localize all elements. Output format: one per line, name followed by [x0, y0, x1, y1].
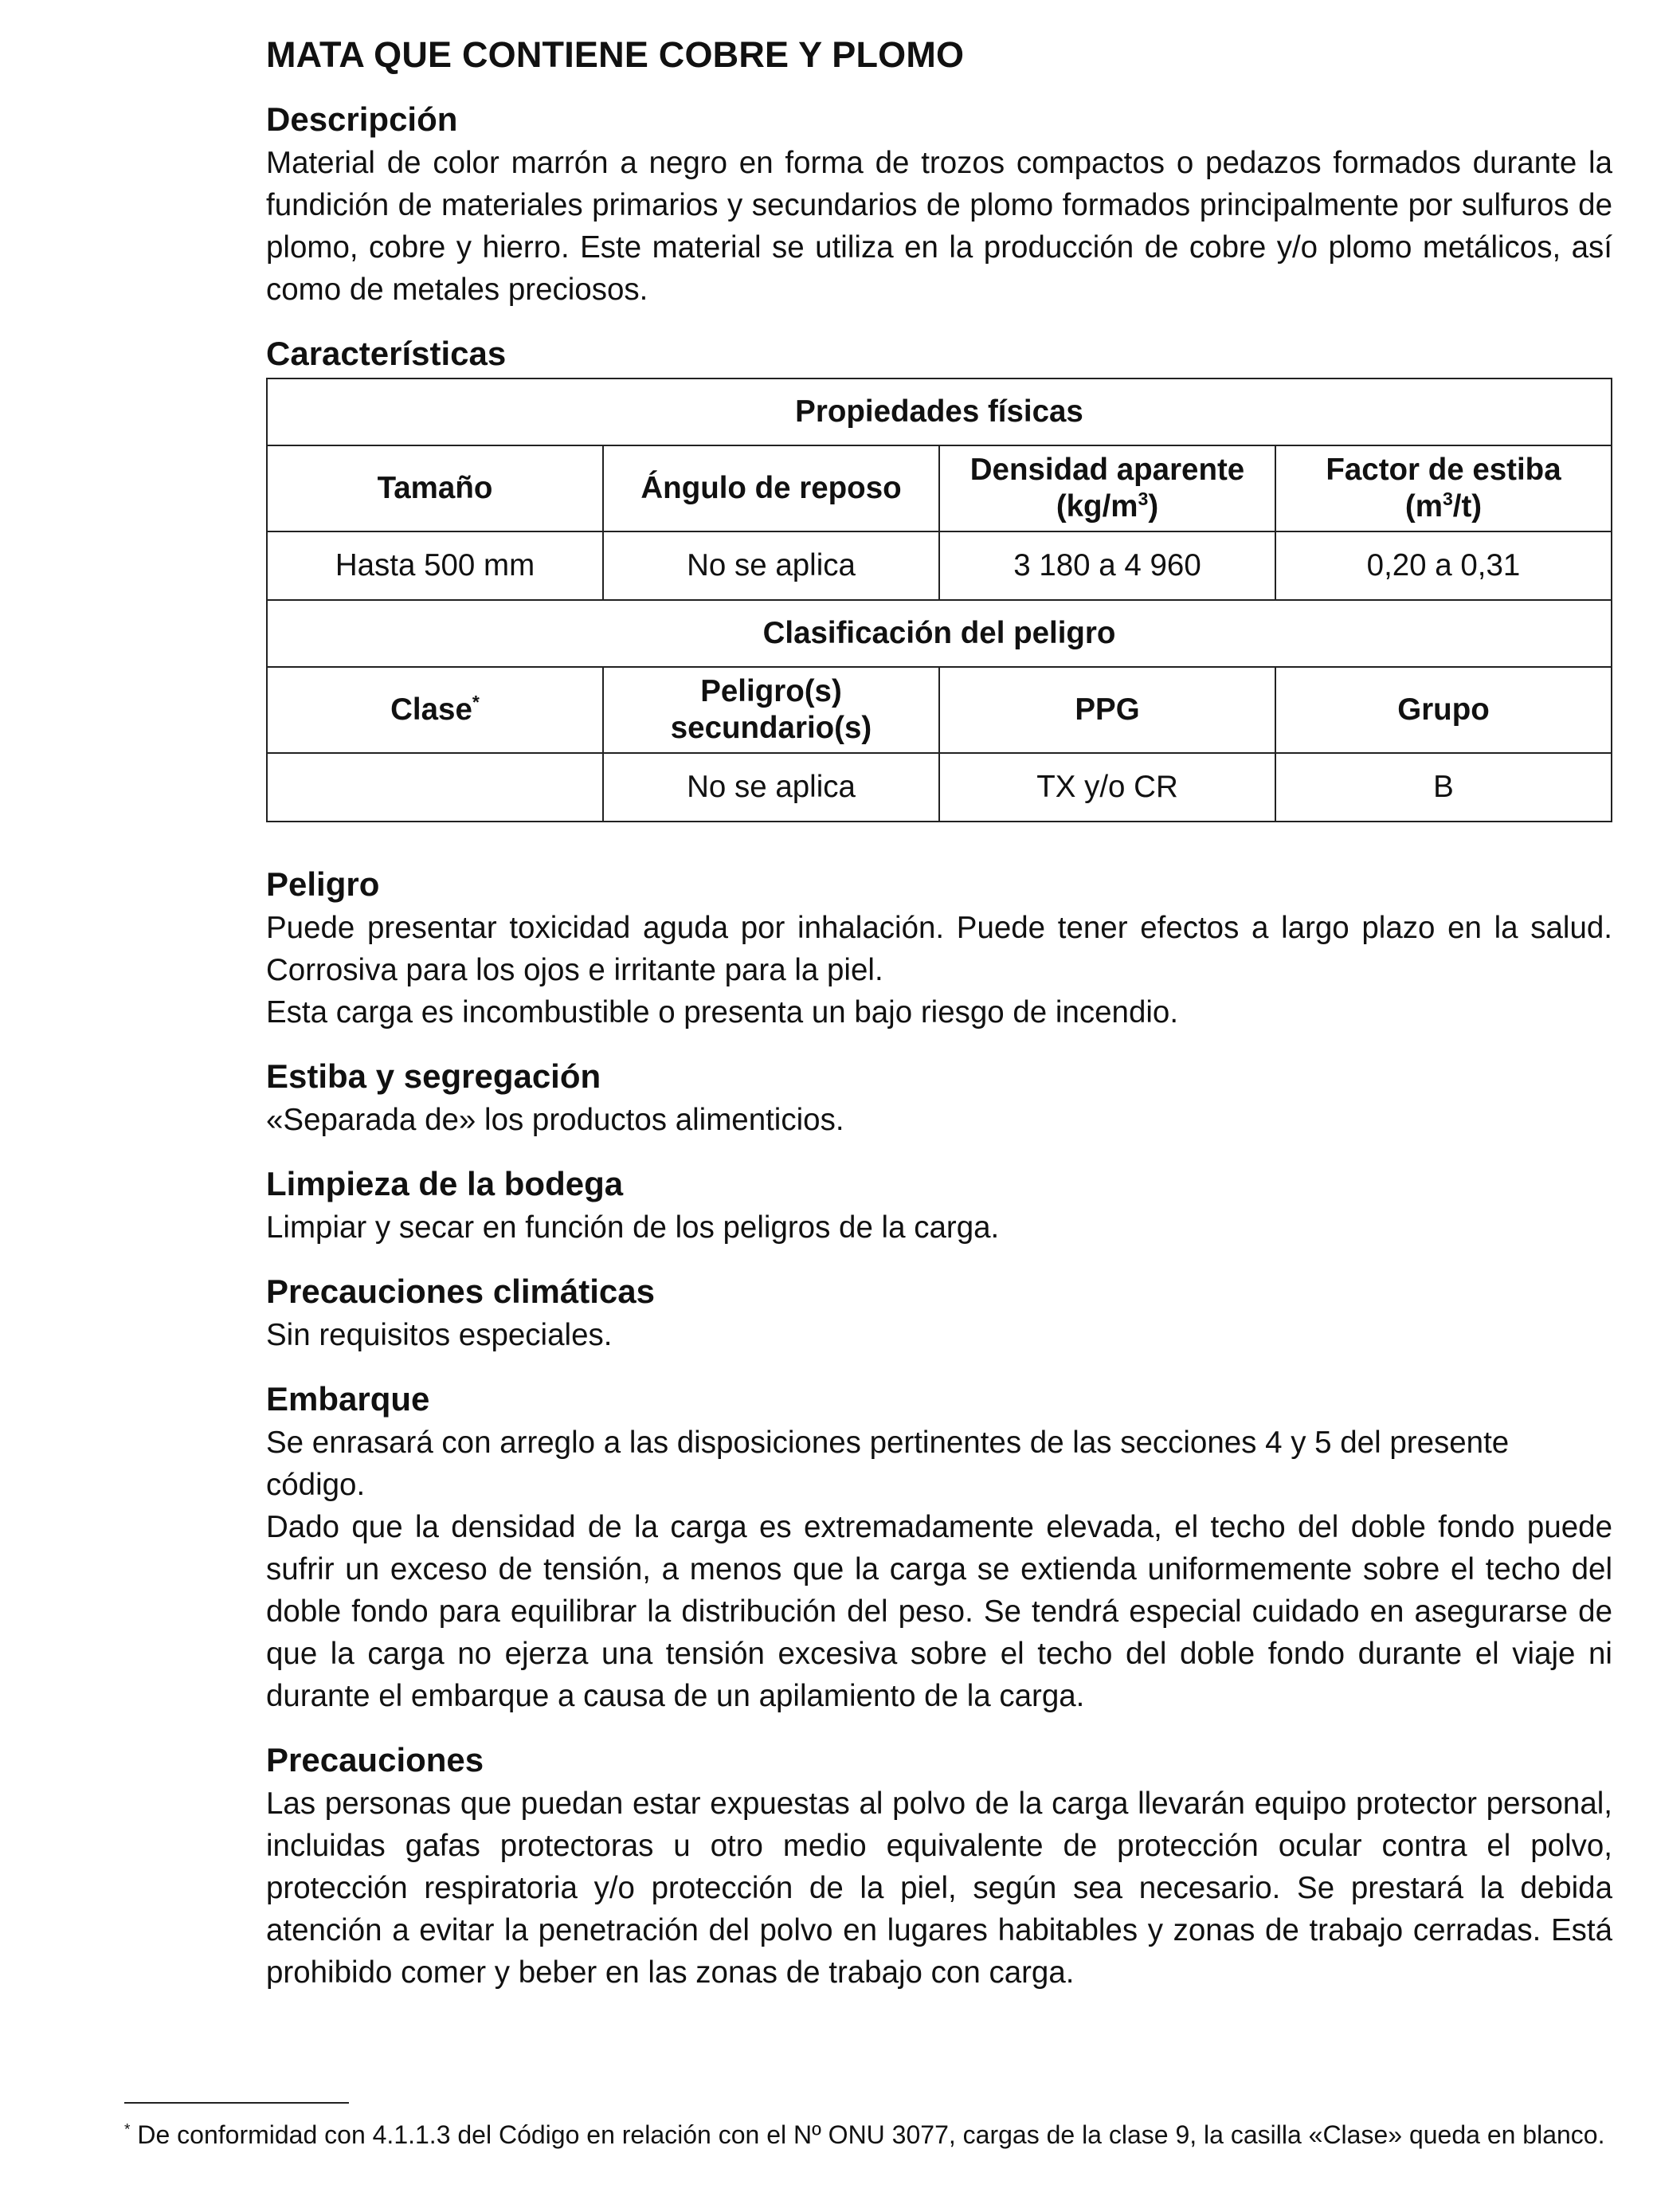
superscript: 3: [1138, 488, 1149, 510]
cell-mhb: TX y/o CR: [939, 753, 1275, 822]
header-line: secundario(s): [670, 711, 872, 745]
section-descripcion: [266, 97, 1612, 311]
section-embarque: [266, 1377, 1612, 1717]
section-estiba: [266, 1054, 1612, 1141]
column-header-bulk-density: [939, 445, 1275, 531]
header-line: Peligro(s): [700, 674, 842, 708]
header-line-end: ): [1148, 489, 1159, 524]
section-heading: Descripción: [266, 100, 458, 138]
characteristics-table: [266, 378, 1612, 822]
section-text: «Separada de» los productos alimenticios.: [266, 1103, 844, 1137]
section-peligro: [266, 862, 1612, 1033]
section-text: Las personas que puedan estar expuestas al polvo de la carga llevarán equipo protector personal, incluidas gafas protectoras u otro medio equivalente de protección ocular contra el polvo, protección respiratoria y/o protección de la piel, según sea necesario. Se prestará la debida atención a evitar la penetración del polvo en lugares habitables y zonas de trabajo cerradas. Está prohibido comer y beber en las zonas de trabajo con carga.: [266, 1786, 1612, 1990]
footnote-mark: *: [472, 692, 480, 713]
header-line: Densidad aparente: [969, 453, 1245, 487]
section-heading: Estiba y segregación: [266, 1057, 601, 1095]
section-heading: Limpieza de la bodega: [266, 1165, 624, 1202]
column-header-class: [267, 667, 603, 753]
footnote-divider: [124, 2102, 349, 2104]
footnote: [124, 2118, 1622, 2151]
section-heading: Embarque: [266, 1380, 430, 1418]
section-text: Esta carga es incombustible o presenta un bajo riesgo de incendio.: [266, 995, 1179, 1030]
section-heading: Precauciones climáticas: [266, 1273, 655, 1310]
section-text: Material de color marrón a negro en forma de trozos compactos o pedazos formados durante la fundición de materiales primarios y secundarios de plomo formados principalmente por sulfuros de plomo, cobre y hierro. Este material se utiliza en la producción de cobre y/o plomo metálicos, así como de metales preciosos.: [266, 146, 1612, 307]
section-precauciones: [266, 1738, 1612, 1994]
page-title: MATA QUE CONTIENE COBRE Y PLOMO: [266, 34, 965, 75]
section-text: Sin requisitos especiales.: [266, 1318, 613, 1352]
header-line: (kg/m: [1056, 489, 1138, 524]
header-line-end: /t): [1452, 489, 1483, 524]
section-heading: Peligro: [266, 865, 380, 903]
cell-bulk-density: 3 180 a 4 960: [939, 531, 1275, 600]
column-header-stowage-factor: [1275, 445, 1612, 531]
superscript: 3: [1442, 488, 1453, 510]
section-heading: Características: [266, 335, 507, 372]
column-header-subsidiary-hazard: [603, 667, 939, 753]
column-header-angle-of-repose: Ángulo de reposo: [603, 445, 939, 531]
cell-angle-of-repose: No se aplica: [603, 531, 939, 600]
cell-class: [267, 753, 603, 822]
column-header-group: Grupo: [1275, 667, 1612, 753]
header-line: Factor de estiba: [1326, 453, 1561, 487]
hazard-classification-caption: Clasificación del peligro: [267, 600, 1612, 667]
section-heading: Precauciones: [266, 1741, 484, 1779]
section-text: Se enrasará con arreglo a las disposiciones pertinentes de las secciones 4 y 5 del presente código.: [266, 1426, 1510, 1502]
cell-size: Hasta 500 mm: [267, 531, 603, 600]
footnote-text: De conformidad con 4.1.1.3 del Código en relación con el Nº ONU 3077, cargas de la clase 9, la casilla «Clase» queda en blanco.: [137, 2120, 1605, 2149]
cell-stowage-factor: 0,20 a 0,31: [1275, 531, 1612, 600]
column-header-mhb: PPG: [939, 667, 1275, 753]
section-text: Limpiar y secar en función de los peligros de la carga.: [266, 1210, 1000, 1245]
document-page: [266, 30, 1612, 2014]
section-text: Puede presentar toxicidad aguda por inhalación. Puede tener efectos a largo plazo en la salud. Corrosiva para los ojos e irritante para la piel.: [266, 911, 1612, 987]
header-line: (m: [1404, 489, 1443, 524]
section-precauciones-climaticas: [266, 1269, 1612, 1356]
cell-group: B: [1275, 753, 1612, 822]
section-text: Dado que la densidad de la carga es extremadamente elevada, el techo del doble fondo puede sufrir un exceso de tensión, a menos que la carga se extienda uniformemente sobre el techo del doble fondo para equilibrar la distribución del peso. Se tendrá especial cuidado en asegurarse de que la carga no ejerza una tensión excesiva sobre el techo del doble fondo durante el viaje ni durante el embarque a causa de un apilamiento de la carga.: [266, 1510, 1612, 1713]
footnote-mark: *: [124, 2121, 131, 2139]
cell-subsidiary-hazard: No se aplica: [603, 753, 939, 822]
section-caracteristicas: [266, 331, 1612, 376]
physical-properties-caption: Propiedades físicas: [267, 378, 1612, 445]
column-header-size: Tamaño: [267, 445, 603, 531]
header-text: Clase: [390, 692, 472, 727]
section-limpieza: [266, 1162, 1612, 1249]
